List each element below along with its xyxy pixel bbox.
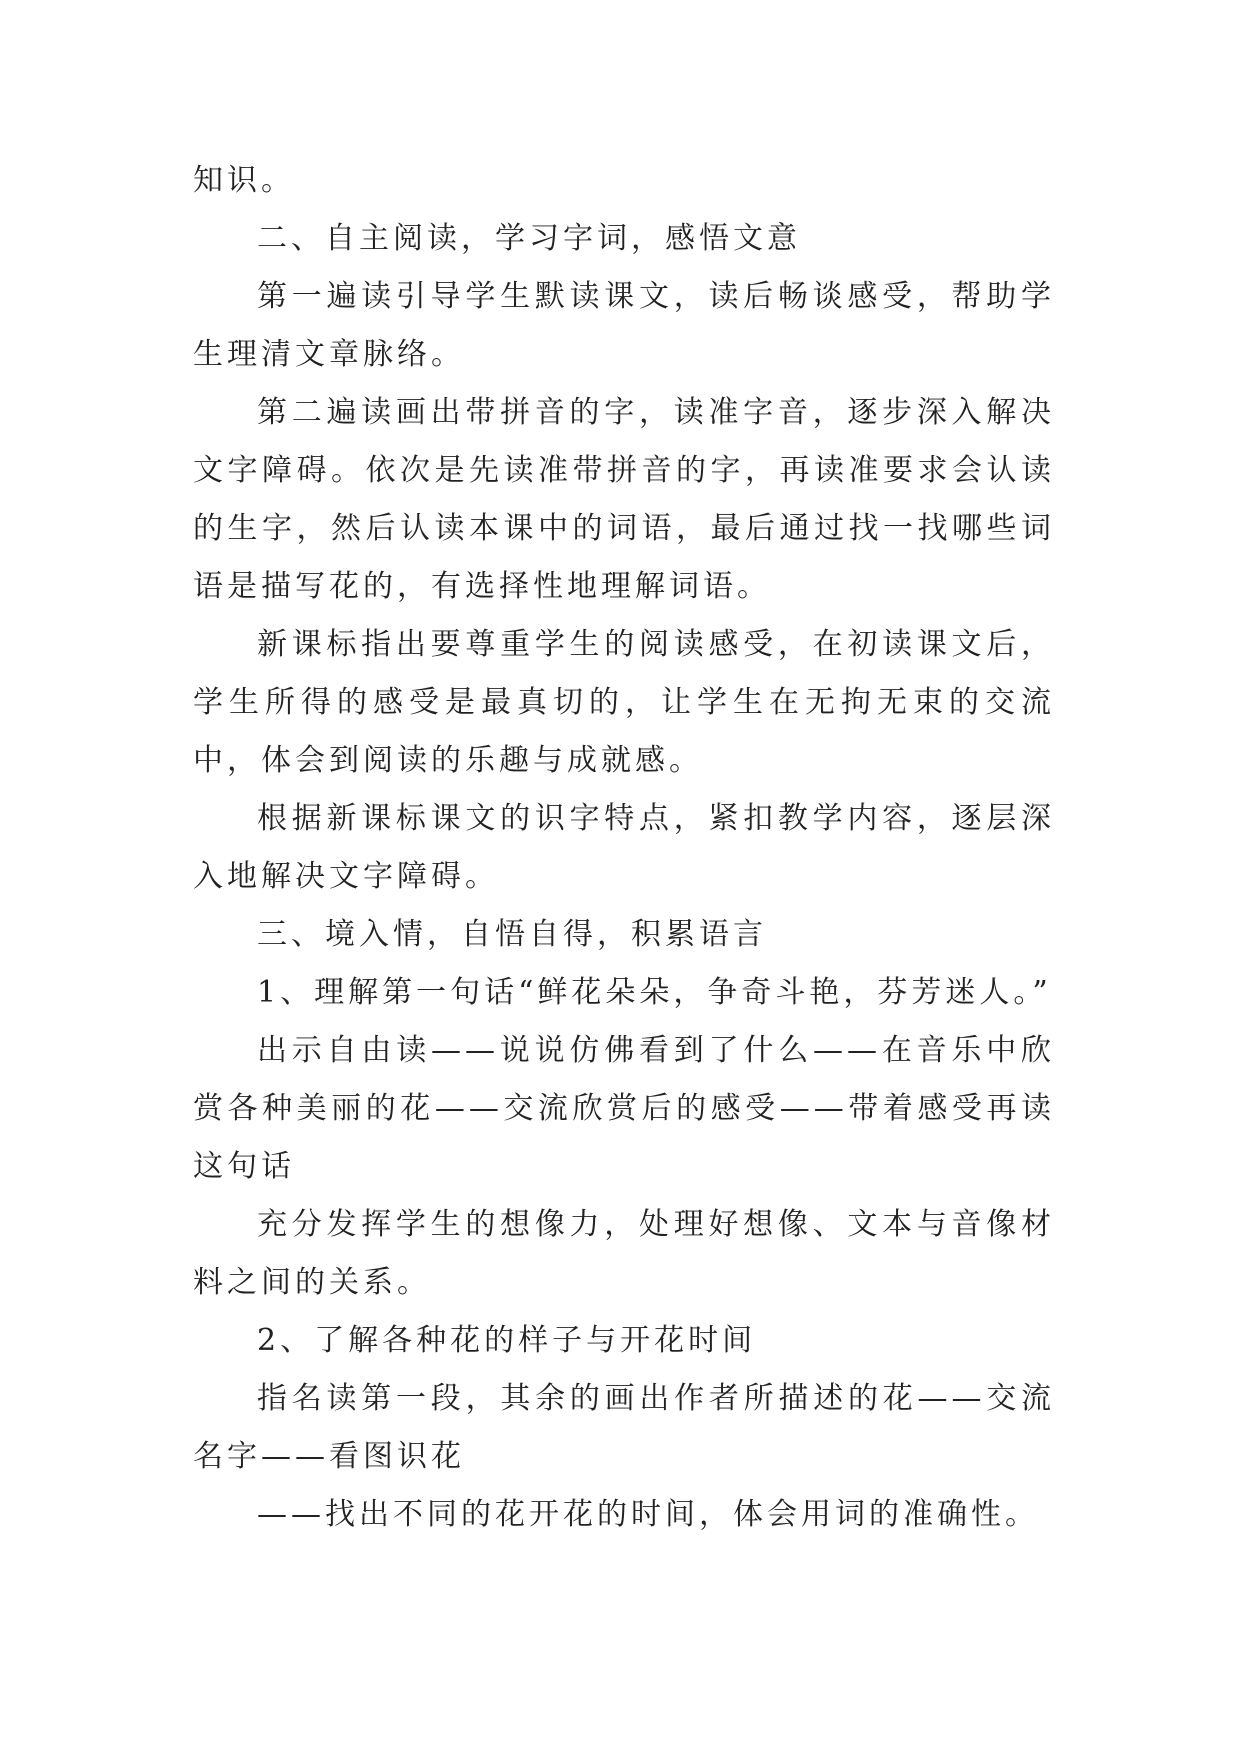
paragraph-9: 出示自由读——说说仿佛看到了什么——在音乐中欣赏各种美丽的花——交流欣赏后的感受——带着感受再读这句话 bbox=[193, 1033, 1055, 1184]
paragraph-11: 2、了解各种花的样子与开花时间 bbox=[257, 1323, 757, 1358]
paragraph-1: 知识。 bbox=[193, 163, 295, 198]
paragraph-4: 第二遍读画出带拼音的字，读准字音，逐步深入解决文字障碍。依次是先读准带拼音的字，再读准要求会认读的生字，然后认读本课中的词语，最后通过找一找哪些词语是描写花的，有选择性地理解词语。 bbox=[193, 395, 1055, 604]
paragraph-8: 1、理解第一句话“鲜花朵朵，争奇斗艳，芬芳迷人。” bbox=[257, 975, 1052, 1010]
paragraph-5: 新课标指出要尊重学生的阅读感受，在初读课文后，学生所得的感受是最真切的，让学生在无拘无束的交流中，体会到阅读的乐趣与成就感。 bbox=[193, 627, 1055, 778]
paragraph-12: 指名读第一段，其余的画出作者所描述的花——交流名字——看图识花 bbox=[193, 1381, 1055, 1474]
paragraph-13: ——找出不同的花开花的时间，体会用词的准确性。 bbox=[257, 1497, 1039, 1532]
document-body bbox=[193, 152, 1055, 1544]
section-heading-2: 二、自主阅读，学习字词，感悟文意 bbox=[257, 221, 801, 256]
paragraph-10: 充分发挥学生的想像力，处理好想像、文本与音像材料之间的关系。 bbox=[193, 1207, 1055, 1300]
paragraph-6: 根据新课标课文的识字特点，紧扣教学内容，逐层深入地解决文字障碍。 bbox=[193, 801, 1055, 894]
paragraph-3: 第一遍读引导学生默读课文，读后畅谈感受，帮助学生理清文章脉络。 bbox=[193, 279, 1055, 372]
section-heading-3: 三、境入情，自悟自得，积累语言 bbox=[257, 917, 767, 952]
